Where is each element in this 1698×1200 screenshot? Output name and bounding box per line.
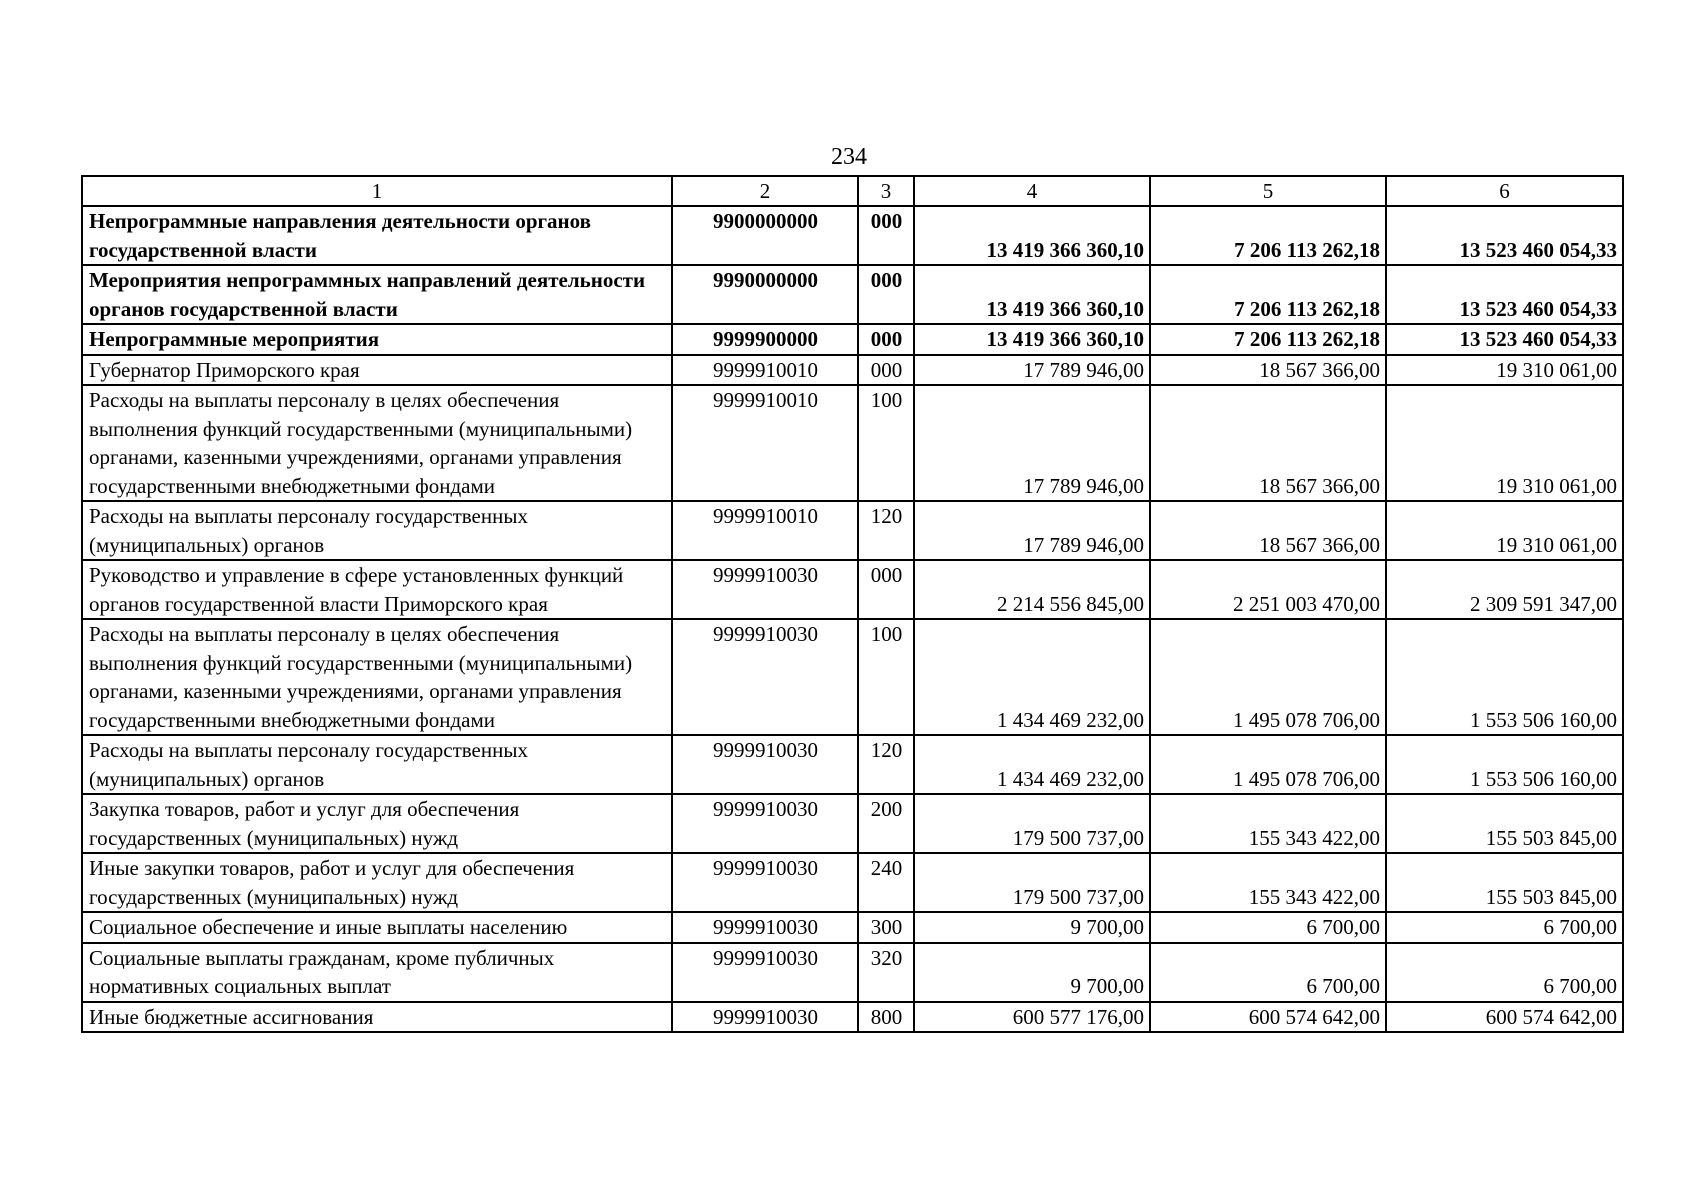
amount-cell-col4: 9 700,00 (914, 943, 1150, 1002)
table-row (82, 265, 1623, 324)
amount-cell-col4: 2 214 556 845,00 (914, 560, 1150, 619)
expense-type-code-cell: 120 (858, 735, 914, 794)
target-article-code-cell: 9999910030 (672, 794, 858, 853)
row-name-cell: Социальные выплаты гражданам, кроме публичных нормативных социальных выплат (82, 943, 672, 1002)
target-article-code-cell: 9900000000 (672, 206, 858, 265)
target-article-code-cell: 9999910030 (672, 912, 858, 943)
amount-cell-col6: 13 523 460 054,33 (1386, 265, 1623, 324)
amount-cell-col5: 18 567 366,00 (1150, 355, 1386, 386)
amount-cell-col6: 1 553 506 160,00 (1386, 619, 1623, 735)
table-row (82, 1002, 1623, 1033)
row-name-cell: Социальное обеспечение и иные выплаты населению (82, 912, 672, 943)
amount-cell-col5: 155 343 422,00 (1150, 794, 1386, 853)
column-number: 6 (1386, 176, 1623, 206)
expense-type-code-cell: 100 (858, 385, 914, 501)
amount-cell-col4: 13 419 366 360,10 (914, 265, 1150, 324)
amount-cell-col4: 17 789 946,00 (914, 501, 1150, 560)
budget-table (81, 175, 1624, 1033)
target-article-code-cell: 9999910030 (672, 1002, 858, 1033)
row-name-cell: Расходы на выплаты персоналу государственных (муниципальных) органов (82, 735, 672, 794)
table-row (82, 324, 1623, 355)
target-article-code-cell: 9999910030 (672, 619, 858, 735)
expense-type-code-cell: 000 (858, 324, 914, 355)
amount-cell-col6: 19 310 061,00 (1386, 355, 1623, 386)
row-name-cell: Мероприятия непрограммных направлений деятельности органов государственной власти (82, 265, 672, 324)
amount-cell-col5: 7 206 113 262,18 (1150, 206, 1386, 265)
amount-cell-col6: 155 503 845,00 (1386, 853, 1623, 912)
amount-cell-col6: 13 523 460 054,33 (1386, 324, 1623, 355)
expense-type-code-cell: 200 (858, 794, 914, 853)
row-name-cell: Расходы на выплаты персоналу в целях обеспечения выполнения функций государственными (муниципальными) органами, казенными учреждениями, органами управления государственными внебюджетными фондами (82, 385, 672, 501)
amount-cell-col5: 6 700,00 (1150, 943, 1386, 1002)
amount-cell-col6: 1 553 506 160,00 (1386, 735, 1623, 794)
amount-cell-col6: 13 523 460 054,33 (1386, 206, 1623, 265)
target-article-code-cell: 9999900000 (672, 324, 858, 355)
expense-type-code-cell: 240 (858, 853, 914, 912)
table-row (82, 385, 1623, 501)
amount-cell-col4: 13 419 366 360,10 (914, 206, 1150, 265)
target-article-code-cell: 9990000000 (672, 265, 858, 324)
target-article-code-cell: 9999910030 (672, 943, 858, 1002)
row-name-cell: Непрограммные направления деятельности органов государственной власти (82, 206, 672, 265)
row-name-cell: Расходы на выплаты персоналу государственных (муниципальных) органов (82, 501, 672, 560)
amount-cell-col5: 18 567 366,00 (1150, 501, 1386, 560)
amount-cell-col5: 7 206 113 262,18 (1150, 265, 1386, 324)
budget-table-body (82, 176, 1623, 1032)
table-row (82, 853, 1623, 912)
column-number: 1 (82, 176, 672, 206)
row-name-cell: Иные закупки товаров, работ и услуг для обеспечения государственных (муниципальных) нужд (82, 853, 672, 912)
amount-cell-col4: 600 577 176,00 (914, 1002, 1150, 1033)
column-number: 5 (1150, 176, 1386, 206)
amount-cell-col4: 17 789 946,00 (914, 385, 1150, 501)
amount-cell-col5: 18 567 366,00 (1150, 385, 1386, 501)
amount-cell-col6: 2 309 591 347,00 (1386, 560, 1623, 619)
amount-cell-col4: 1 434 469 232,00 (914, 735, 1150, 794)
amount-cell-col6: 19 310 061,00 (1386, 501, 1623, 560)
row-name-cell: Непрограммные мероприятия (82, 324, 672, 355)
target-article-code-cell: 9999910030 (672, 853, 858, 912)
expense-type-code-cell: 000 (858, 560, 914, 619)
target-article-code-cell: 9999910010 (672, 501, 858, 560)
amount-cell-col6: 6 700,00 (1386, 912, 1623, 943)
amount-cell-col5: 6 700,00 (1150, 912, 1386, 943)
column-number: 2 (672, 176, 858, 206)
amount-cell-col5: 600 574 642,00 (1150, 1002, 1386, 1033)
amount-cell-col6: 600 574 642,00 (1386, 1002, 1623, 1033)
amount-cell-col5: 7 206 113 262,18 (1150, 324, 1386, 355)
column-number-row (82, 176, 1623, 206)
table-row (82, 206, 1623, 265)
table-row (82, 619, 1623, 735)
expense-type-code-cell: 300 (858, 912, 914, 943)
amount-cell-col5: 1 495 078 706,00 (1150, 619, 1386, 735)
row-name-cell: Руководство и управление в сфере установленных функций органов государственной власти Приморского края (82, 560, 672, 619)
row-name-cell: Расходы на выплаты персоналу в целях обеспечения выполнения функций государственными (муниципальными) органами, казенными учреждениями, органами управления государственными внебюджетными фондами (82, 619, 672, 735)
table-row (82, 943, 1623, 1002)
expense-type-code-cell: 000 (858, 355, 914, 386)
amount-cell-col4: 13 419 366 360,10 (914, 324, 1150, 355)
table-row (82, 912, 1623, 943)
target-article-code-cell: 9999910030 (672, 560, 858, 619)
target-article-code-cell: 9999910010 (672, 385, 858, 501)
table-row (82, 501, 1623, 560)
column-number: 3 (858, 176, 914, 206)
amount-cell-col5: 1 495 078 706,00 (1150, 735, 1386, 794)
expense-type-code-cell: 800 (858, 1002, 914, 1033)
column-number: 4 (914, 176, 1150, 206)
table-row (82, 560, 1623, 619)
expense-type-code-cell: 000 (858, 206, 914, 265)
amount-cell-col5: 155 343 422,00 (1150, 853, 1386, 912)
amount-cell-col6: 155 503 845,00 (1386, 794, 1623, 853)
page-number: 234 (831, 144, 867, 170)
expense-type-code-cell: 320 (858, 943, 914, 1002)
row-name-cell: Губернатор Приморского края (82, 355, 672, 386)
amount-cell-col4: 1 434 469 232,00 (914, 619, 1150, 735)
table-row (82, 735, 1623, 794)
expense-type-code-cell: 120 (858, 501, 914, 560)
amount-cell-col4: 17 789 946,00 (914, 355, 1150, 386)
expense-type-code-cell: 000 (858, 265, 914, 324)
table-row (82, 355, 1623, 386)
target-article-code-cell: 9999910010 (672, 355, 858, 386)
expense-type-code-cell: 100 (858, 619, 914, 735)
amount-cell-col4: 9 700,00 (914, 912, 1150, 943)
amount-cell-col4: 179 500 737,00 (914, 794, 1150, 853)
amount-cell-col4: 179 500 737,00 (914, 853, 1150, 912)
table-row (82, 794, 1623, 853)
amount-cell-col6: 6 700,00 (1386, 943, 1623, 1002)
row-name-cell: Закупка товаров, работ и услуг для обеспечения государственных (муниципальных) нужд (82, 794, 672, 853)
amount-cell-col6: 19 310 061,00 (1386, 385, 1623, 501)
target-article-code-cell: 9999910030 (672, 735, 858, 794)
row-name-cell: Иные бюджетные ассигнования (82, 1002, 672, 1033)
amount-cell-col5: 2 251 003 470,00 (1150, 560, 1386, 619)
